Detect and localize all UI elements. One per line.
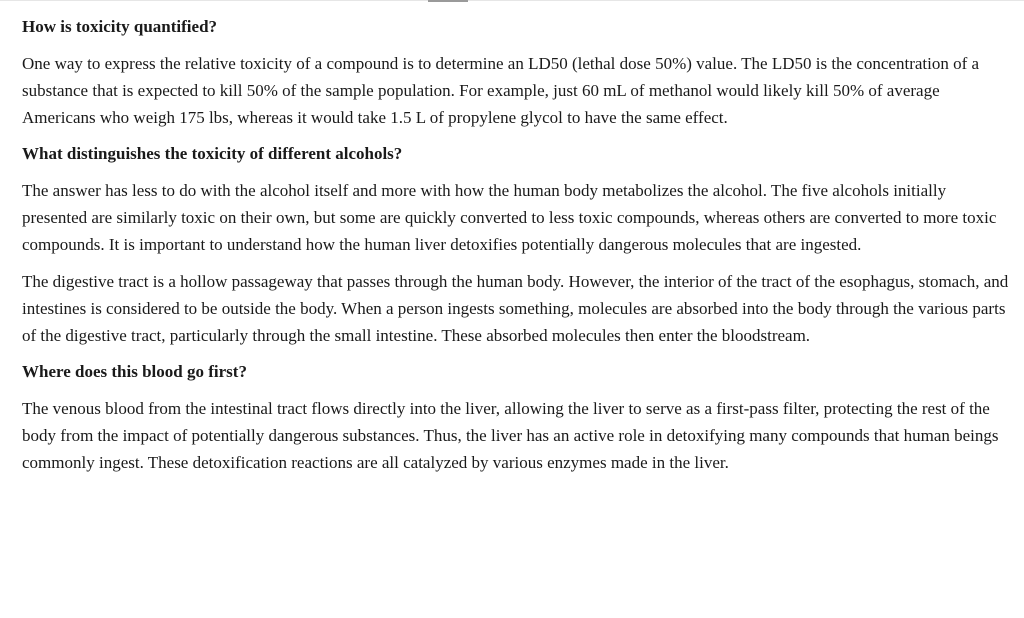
top-tab-indicator (428, 0, 468, 2)
document-body (22, 14, 1012, 486)
section-paragraph: One way to express the relative toxicity of a compound is to determine an LD50 (lethal dose 50%) value. The LD50 is the concentration of a substance that is expected to kill 50% of the sample population. For example, just 60 mL of methanol would likely kill 50% of average Americans who weigh 175 lbs, whereas it would take 1.5 L of propylene glycol to have the same effect. (22, 54, 980, 127)
section-paragraph: The answer has less to do with the alcohol itself and more with how the human body metabolizes the alcohol. The five alcohols initially presented are similarly toxic on their own, but some are quickly converted to less toxic compounds, whereas others are converted to more toxic compounds. It is important to understand how the human liver detoxifies potentially dangerous molecules that are ingested. (22, 181, 997, 254)
section-heading: How is toxicity quantified? (22, 17, 218, 36)
top-divider (0, 0, 1024, 1)
section-paragraph: The venous blood from the intestinal tract flows directly into the liver, allowing the liver to serve as a first-pass filter, protecting the rest of the body from the impact of potentially dangerous substances. Thus, the liver has an active role in detoxifying many compounds that human beings commonly ingest. These detoxification reactions are all catalyzed by various enzymes made in the liver. (22, 399, 999, 472)
section-blood-destination (22, 359, 1012, 476)
section-heading: Where does this blood go first? (22, 362, 247, 381)
section-heading: What distinguishes the toxicity of different alcohols? (22, 144, 403, 163)
section-toxicity-quantified (22, 14, 1012, 131)
section-paragraph: The digestive tract is a hollow passageway that passes through the human body. However, the interior of the tract of the esophagus, stomach, and intestines is considered to be outside the body. When a person ingests something, molecules are absorbed into the body through the various parts of the digestive tract, particularly through the small intestine. These absorbed molecules then enter the bloodstream. (22, 272, 1009, 345)
section-distinguishing-toxicity (22, 141, 1012, 349)
